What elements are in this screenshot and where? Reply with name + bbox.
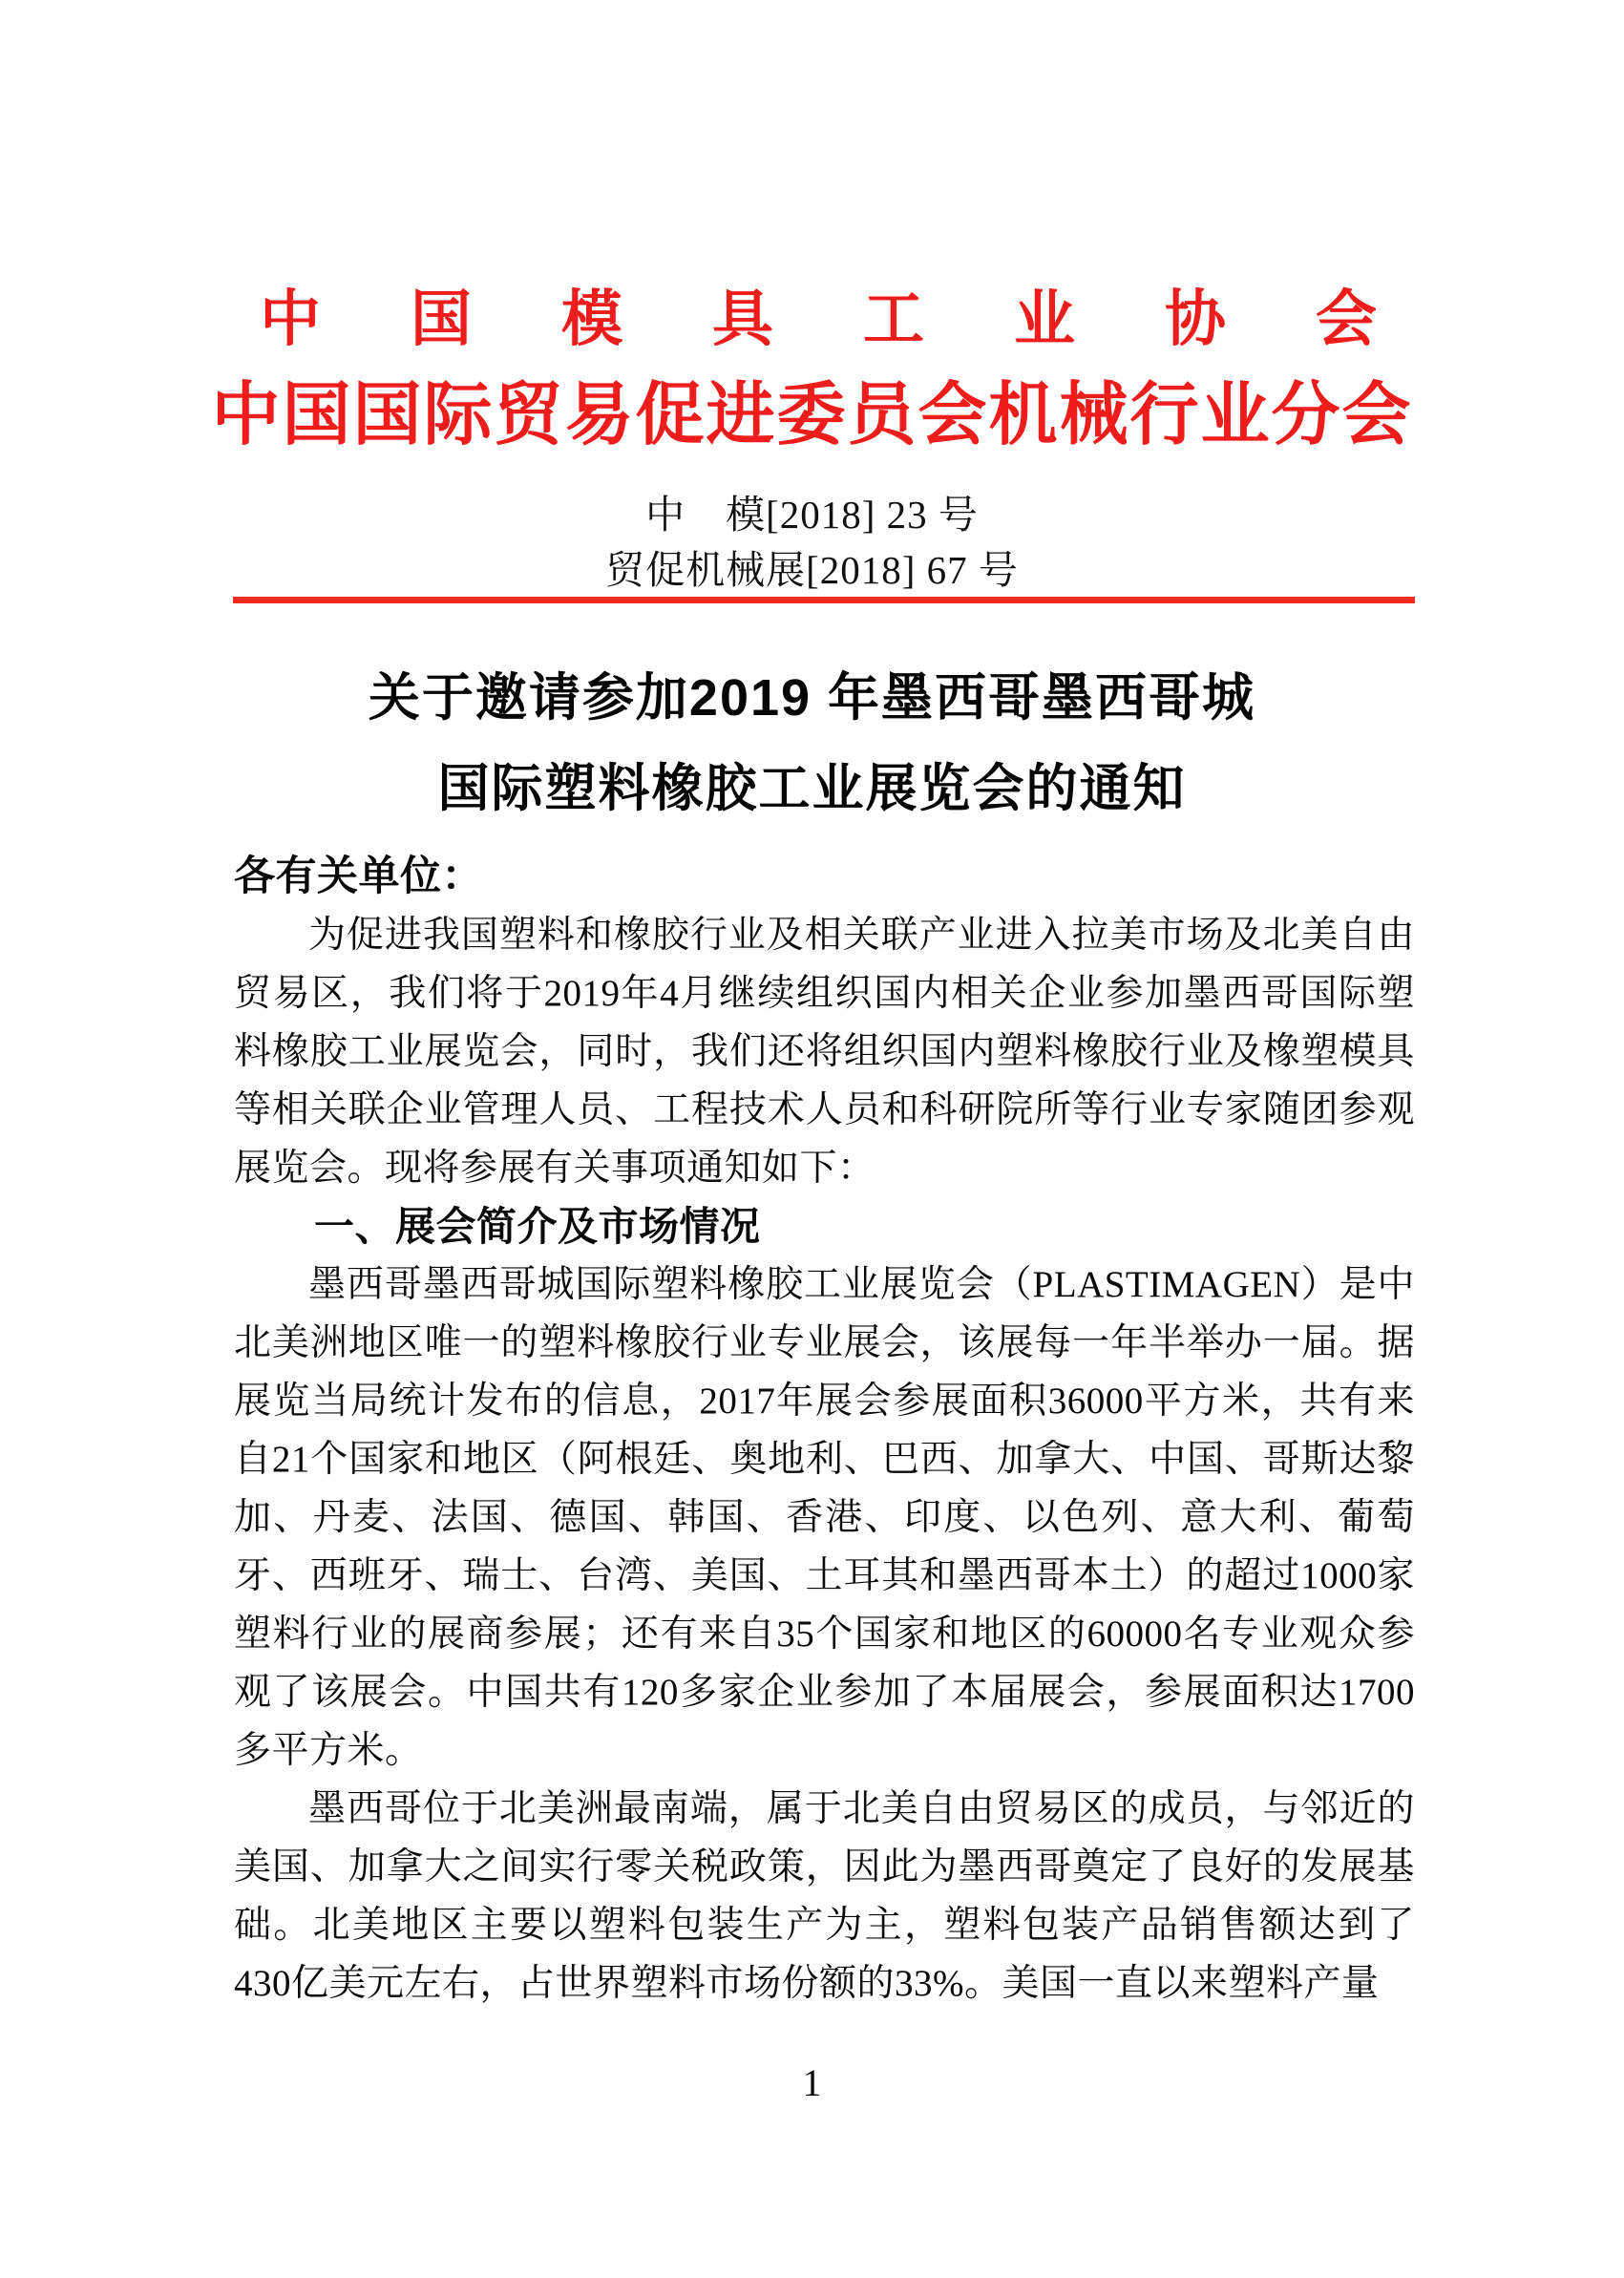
body-paragraph-2: 墨西哥墨西哥城国际塑料橡胶工业展览会（PLASTIMAGEN）是中北美洲地区唯一的塑料橡胶行业专业展会，该展每一年半举办一届。据展览当局统计发布的信息，2017年展会参展面积36000平方米，共有来自21个国家和地区（阿根廷、奥地利、巴西、加拿大、中国、哥斯达黎加、丹麦、法国、德国、韩国、香港、印度、以色列、意大利、葡萄牙、西班牙、瑞士、台湾、美国、土耳其和墨西哥本土）的超过1000家塑料行业的展商参展；还有来自35个国家和地区的60000名专业观众参观了该展会。中国共有120多家企业参加了本届展会，参展面积达1700多平方米。 [234,1264,1415,1771]
letterhead-org-line-2: 中国国际贸易促进委员会机械行业分会 [211,377,1413,453]
page-number: 1 [802,2061,822,2104]
body-paragraph-3: 墨西哥位于北美洲最南端，属于北美自由贸易区的成员，与邻近的美国、加拿大之间实行零关税政策，因此为墨西哥奠定了良好的发展基础。北美地区主要以塑料包装生产为主，塑料包装产品销售额达到了430亿美元左右，占世界塑料市场份额的33%。美国一直以来塑料产量 [234,1788,1415,2004]
letterhead-org-line-1: 中国模具工业协会 [260,285,1466,353]
salutation: 各有关单位： [234,854,483,899]
body-paragraph-1: 为促进我国塑料和橡胶行业及相关联产业进入拉美市场及北美自由贸易区，我们将于2019年4月继续组织国内相关企业参加墨西哥国际塑料橡胶工业展览会，同时，我们还将组织国内塑料橡胶行业及橡塑模具等相关联企业管理人员、工程技术人员和科研院所等行业专家随团参观展览会。现将参展有关事项通知如下： [234,915,1415,1189]
red-divider-line [233,597,1415,603]
doc-number-line-1: 中 模[2018] 23 号 [645,493,979,537]
section-heading-1: 一、展会简介及市场情况 [314,1204,761,1249]
document-title-line-2: 国际塑料橡胶工业展览会的通知 [437,760,1187,817]
document-title-line-1: 关于邀请参加2019 年墨西哥墨西哥城 [368,669,1256,727]
document-body [234,848,1415,2013]
doc-number-line-2: 贸促机械展[2018] 67 号 [605,548,1019,592]
